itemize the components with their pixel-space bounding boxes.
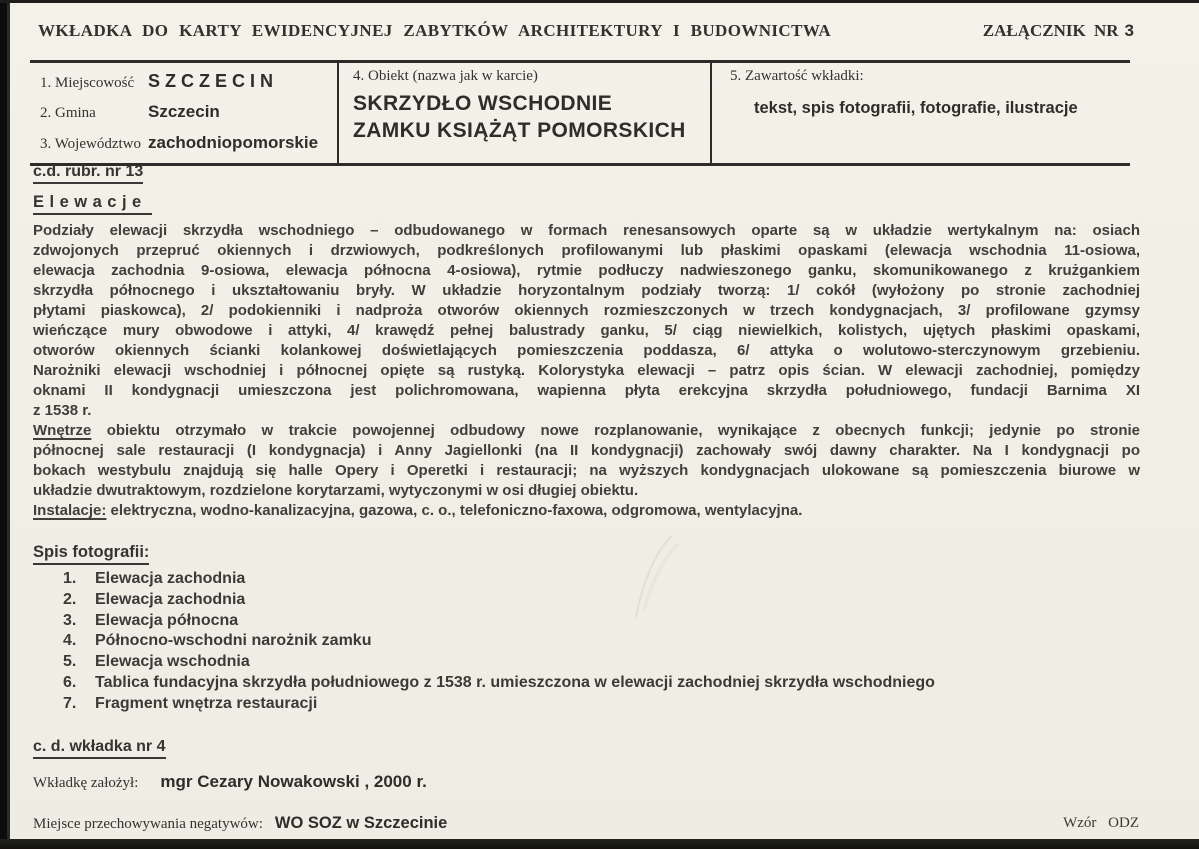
object-name-line1: SKRZYDŁO WSCHODNIE [353, 92, 613, 115]
contents-cell [710, 63, 1130, 164]
scan-edge-left [0, 0, 10, 849]
negatives-label: Miejsce przechowywania negatywów: [33, 816, 263, 832]
elevations-paragraph [33, 221, 1140, 421]
text-line: Narożniki elewacji wschodniej i północnej opięte są rustyką. Kolorystyka elewacji – patrz opis ścian. W elewacji zachodniej, pomiędzy [33, 362, 1140, 379]
document-header [38, 21, 1134, 41]
attachment-number-block [983, 21, 1134, 41]
field-voivodeship [40, 133, 337, 164]
object-name [353, 90, 710, 144]
object-name-line2: ZAMKU KSIĄŻĄT POMORSKICH [353, 119, 686, 142]
object-cell [337, 63, 710, 164]
location-cell [30, 63, 337, 164]
negatives-row [33, 814, 447, 833]
text-line: elewacja zachodnia 9-osiowa, elewacja północna 4-osiowa), rytmie podłuczy nadwieszonego ganku, skomunikowanego z krużgankiem [33, 262, 1140, 279]
voivodeship-label: 3. Województwo [40, 136, 142, 152]
text-line: z 1538 r. [33, 402, 92, 419]
list-item-number: 6. [63, 673, 77, 691]
commune-label: 2. Gmina [40, 105, 96, 121]
record-header-table [30, 60, 1130, 166]
installations-lead-word: Instalacje: [33, 502, 107, 519]
list-item [63, 673, 1153, 694]
list-item-text: Elewacja wschodnia [95, 653, 250, 671]
list-item [63, 652, 1153, 673]
interior-paragraph [33, 441, 1140, 501]
voivodeship-value: zachodniopomorskie [148, 133, 319, 152]
object-label: 4. Obiekt (nazwa jak w karcie) [353, 68, 538, 84]
author-row [33, 772, 427, 792]
text-line: płytami piaskowca), 2/ podokienniki i nadproża otworów okiennych rozmieszczonych w trzech kondygnacjach, 3/ profilowane gzymsy [33, 302, 1140, 319]
text-line: otworów okiennych ścianki kolankowej doświetlających pomieszczenia poddasza, 6/ attyka o wolutowo-sterczynowym grzebieniu. [33, 342, 1140, 359]
attachment-number: 3 [1124, 21, 1134, 40]
text-line: wieńczące mury obwodowe i attyki, 4/ krawędź pełnej balustrady ganku, 5/ ciąg niewielkich, kolistych, ujętych płaskimi opaskami, [33, 322, 1140, 339]
document-title: WKŁADKA DO KARTY EWIDENCYJNEJ ZABYTKÓW ARCHITEKTURY I BUDOWNICTWA [38, 21, 832, 40]
form-model-label: Wzór ODZ [1063, 815, 1139, 831]
elevations-heading: Elewacje [33, 193, 152, 215]
list-item-number: 1. [63, 570, 77, 587]
locality-label: 1. Miejscowość [40, 75, 135, 91]
locality-value: SZCZECIN [148, 71, 278, 91]
negatives-value: WO SOZ w Szczecinie [274, 814, 448, 832]
list-item-text: Elewacja zachodnia [95, 590, 246, 608]
list-item [63, 631, 1153, 652]
interior-paragraph-line [33, 421, 1140, 441]
list-item [63, 694, 1153, 715]
attachment-label: ZAŁĄCZNIK NR [982, 21, 1119, 40]
text-line: bokach westybulu znajdują się halle Opery i Operetki i restauracji; na wyższych kondygnacjach ulokowane są pomieszczenia biurowe w [33, 462, 1140, 479]
author-label: Wkładkę założył: [33, 775, 139, 791]
pencil-smudge-mark [598, 522, 718, 632]
list-item-text: Elewacja północna [95, 611, 239, 629]
continuation-heading: c.d. rubr. nr 13 [33, 163, 143, 184]
contents-value: tekst, spis fotografii, fotografie, ilustracje [754, 99, 1078, 117]
text-line: oknami II kondygnacji umieszczona jest polichromowana, wapienna płyta erekcyjna skrzydła południowego, fundacji Barnima XI [33, 382, 1140, 399]
installations-rest: elektryczna, wodno-kanalizacyjna, gazowa, c. o., telefoniczno-faxowa, odgromowa, wentylacyjna. [106, 502, 803, 519]
commune-value: Szczecin [148, 102, 220, 121]
field-commune [40, 102, 337, 133]
list-item-number: 4. [63, 632, 77, 650]
contents-label: 5. Zawartość wkładki: [730, 68, 864, 84]
field-locality [40, 71, 337, 102]
list-item-number: 5. [63, 653, 77, 671]
list-item-text: Fragment wnętrza restauracji [95, 694, 318, 712]
text-line: układzie dwutraktowym, rozdzielone korytarzami, wytyczonymi w osi długiej obiektu. [33, 482, 639, 499]
description-text [33, 221, 1140, 521]
text-line: zdwojonych przepruć okiennych i drzwiowych, podkreślonych profilowanymi lub płaskimi opaskami (elewacja wschodnia 11-osiowa, [33, 242, 1140, 259]
list-item-text: Północno-wschodni narożnik zamku [95, 632, 372, 650]
interior-line-rest: obiektu otrzymało w trakcie powojennej odbudowy nowe rozplanowanie, wynikające z obecnych funkcji; jedynie po stronie [91, 422, 1140, 439]
text-line: północnej sale restauracji (I kondygnacja) i Anny Jagiellonki (na II kondygnacji) zachowały swój dawny charakter. Na I kondygnacji po [33, 442, 1140, 459]
next-insert-heading: c. d. wkładka nr 4 [33, 738, 166, 759]
list-item-text: Tablica fundacyjna skrzydła południowego z 1538 r. umieszczona w elewacji zachodniej skrzydła wschodniego [95, 673, 935, 691]
scan-edge-top [0, 0, 1199, 3]
author-value: mgr Cezary Nowakowski , 2000 r. [160, 772, 427, 791]
scan-edge-bottom [0, 839, 1199, 849]
interior-lead-word: Wnętrze [33, 422, 92, 439]
list-item-number: 7. [63, 694, 77, 712]
list-item-number: 3. [63, 611, 77, 629]
text-line: skrzydła północnego i ukształtowaniu bryły. W układzie horyzontalnym podziały tworzą: 1/ cokół (wyłożony po stronie zachodniej [33, 282, 1140, 299]
list-item-text: Elewacja zachodnia [95, 570, 246, 587]
installations-line [33, 501, 1140, 521]
text-line: Podziały elewacji skrzydła wschodniego – odbudowanego w formach renesansowych oparte są w układzie wertykalnym na: osiach [33, 222, 1140, 239]
list-item-number: 2. [63, 590, 77, 608]
photo-list-heading: Spis fotografii: [33, 543, 149, 565]
